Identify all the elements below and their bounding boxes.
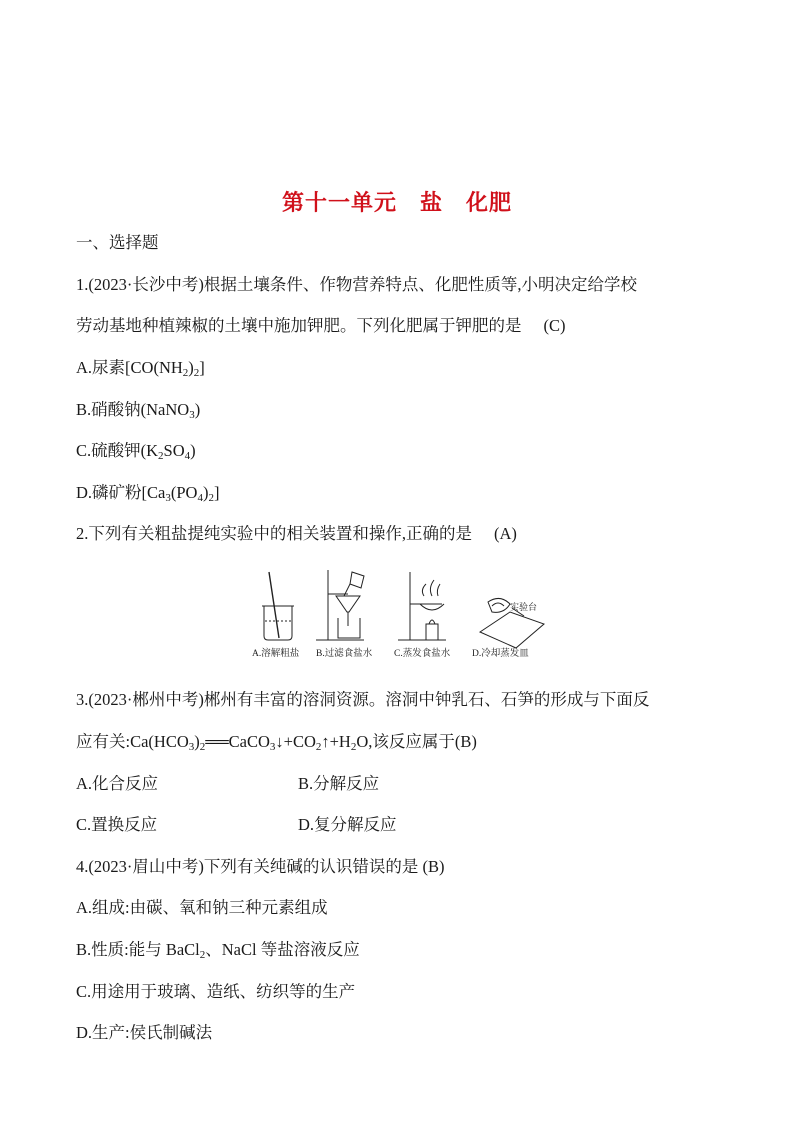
- q1-stem-line2: 劳动基地种植辣椒的土壤中施加钾肥。下列化肥属于钾肥的是 (C): [76, 316, 566, 335]
- q3-options-row1: [76, 773, 158, 795]
- q4-option-d: D.生产:侯氏制碱法: [76, 1023, 213, 1042]
- caption-a: A.溶解粗盐: [252, 649, 300, 659]
- unit-title: 第十一单元 盐 化肥: [281, 191, 512, 216]
- caption-b: B.过滤食盐水: [316, 649, 373, 659]
- section-heading: 一、选择题: [76, 233, 159, 252]
- q1-option-b: B.硝酸钠(NaNO$_3$): [76, 400, 201, 421]
- caption-c: C.蒸发食盐水: [394, 649, 451, 659]
- q3-option-b: B.分解反应: [298, 774, 380, 793]
- beaker-icon: [262, 572, 294, 640]
- q1-stem-line1: 1.(2023·长沙中考)根据土壤条件、作物营养特点、化肥性质等,小明决定给学校: [76, 275, 637, 294]
- q3-equation: 应有关$:Ca(HCO_3)_2══CaCO_3↓+CO_2↑+H_2O$,该反应属于(B): [76, 732, 477, 753]
- q4-stem: 4.(2023·眉山中考)下列有关纯碱的认识错误的是 (B): [76, 857, 445, 876]
- q3-option-c: C.置换反应: [76, 815, 158, 834]
- evaporating-dish-icon: [398, 572, 446, 640]
- q4-option-a: A.组成:由碳、氧和钠三种元素组成: [76, 898, 328, 917]
- q2-stem: 2.下列有关粗盐提纯实验中的相关装置和操作,正确的是 (A): [76, 524, 517, 543]
- q2-answer: (A): [494, 524, 517, 543]
- q4-option-b: B.性质:能与 BaCl$_2$、NaCl 等盐溶液反应: [76, 940, 360, 961]
- q1-option-d: D.磷矿粉$[Ca_3(PO_4)_2]$: [76, 483, 220, 504]
- caption-d: D.冷却蒸发皿: [472, 649, 529, 659]
- q1-option-a: A.尿素$[CO(NH_2)_2]$: [76, 358, 205, 379]
- q3-option-d: D.复分解反应: [298, 815, 397, 834]
- q1-option-c: C.硫酸钾$(K_2SO_4)$: [76, 441, 196, 462]
- table-label: 实验台: [510, 603, 538, 613]
- q3-stem-line1: 3.(2023·郴州中考)郴州有丰富的溶洞资源。溶洞中钟乳石、石笋的形成与下面反: [76, 690, 650, 709]
- lab-apparatus-figure: [248, 566, 548, 662]
- q1-answer: (C): [543, 316, 566, 335]
- filter-funnel-icon: [316, 570, 364, 640]
- q3-option-a: A.化合反应: [76, 774, 159, 793]
- q4-option-c: C.用途用于玻璃、造纸、纺织等的生产: [76, 982, 356, 1001]
